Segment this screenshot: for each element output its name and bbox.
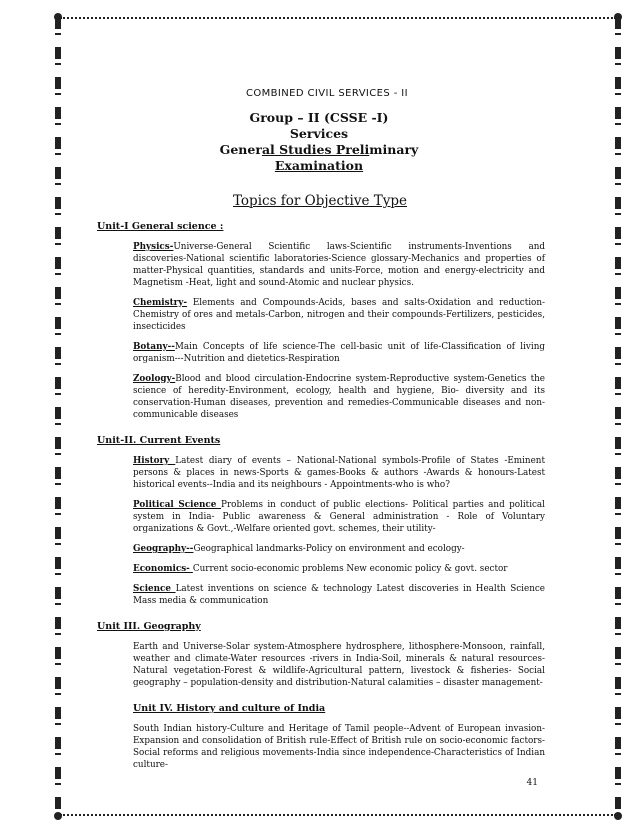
topic-text: Elements and Compounds-Acids, bases and salts-Oxidation and reduction-Chemistry of ores and metals-Carbon, nitrogen and their compounds-Fertilizers, pesticides, insecticides — [133, 298, 545, 332]
topic-paragraph — [133, 583, 545, 607]
header-general-studies — [219, 142, 419, 158]
topic-paragraph — [133, 499, 545, 535]
topic-paragraph — [133, 341, 545, 365]
header-examination — [219, 158, 419, 174]
topic-paragraph — [133, 563, 545, 575]
header-text-underlined: Examination — [274, 158, 364, 173]
page-border-left — [55, 17, 61, 816]
unit-title: Unit IV. History and culture of India — [133, 703, 326, 714]
header-text-underlined: al Studies Preli — [261, 142, 370, 157]
topic-text: Geographical landmarks-Policy on environment and ecology- — [193, 544, 465, 554]
topic-text: Blood and blood circulation-Endocrine system-Reproductive system-Genetics the science of heredity-Environment, ecology, health and hygiene, Bio- diversity and its conservation-Human diseases, prevention and remedies-Communicable diseases and non-communicable diseases — [133, 374, 545, 420]
topic-paragraph — [133, 543, 545, 555]
page-number: 41 — [526, 778, 538, 788]
header-group: Group – II (CSSE -I) Services — [249, 110, 389, 141]
topic-paragraph — [133, 373, 545, 421]
border-corner-dot — [54, 13, 62, 21]
topic-paragraph — [133, 241, 545, 289]
header-exam-name: COMBINED CIVIL SERVICES - II — [245, 88, 408, 99]
unit-title: Unit-II. Current Events — [97, 435, 221, 446]
page-border-top — [60, 17, 616, 19]
topic-text: Current socio-economic problems New economic policy & govt. sector — [192, 564, 508, 574]
topic-label: Chemistry- — [133, 298, 188, 308]
border-corner-dot — [614, 13, 622, 21]
header-text: minary — [369, 142, 419, 157]
topic-text: Latest diary of events – National-National symbols-Profile of States -Eminent persons & places in news-Sports & games-Books & authors -Awards & honours-Latest historical events--India and its neighbours - Appointments-who is who? — [133, 456, 545, 490]
topic-text: Universe-General Scientific laws-Scientific instruments-Inventions and discoveries-National scientific laboratories-Science glossary-Mechanics and properties of matter-Physical quantities, standards and units-Force, motion and energy-electricity and Magnetism -Heat, light and sound-Atomic and nuclear physics. — [133, 242, 545, 288]
topic-paragraph — [133, 455, 545, 491]
topic-label: Zoology- — [133, 374, 176, 384]
topic-paragraph — [133, 723, 545, 771]
page-border-bottom — [60, 814, 616, 816]
topic-text: Earth and Universe-Solar system-Atmosphere hydrosphere, lithosphere-Monsoon, rainfall, weather and climate-Water resources -rivers in India-Soil, minerals & natural resources-Natural vegetation-Forest & wildlife-Agricultural pattern, livestock & fisheries- Social geography – population-density and distribution-Natural calamities – disaster management- — [133, 642, 545, 688]
border-corner-dot — [614, 812, 622, 820]
topic-label: Economics- — [133, 564, 193, 574]
topic-label: Political Science — [133, 500, 222, 510]
header-text: Gener — [219, 142, 262, 157]
document-content — [97, 88, 545, 771]
unit-title: Unit-I General science : — [97, 221, 224, 232]
topic-text: Main Concepts of life science-The cell-basic unit of life-Classification of living organism---Nutrition and dietetics-Respiration — [133, 342, 545, 364]
topic-paragraph — [133, 297, 545, 333]
topic-label: Science — [133, 584, 176, 594]
unit-title: Unit III. Geography — [97, 621, 201, 632]
topic-text: South Indian history-Culture and Heritage of Tamil people--Advent of European invasion-Expansion and consolidation of British rule-Effect of British rule on socio-economic factors-Social reforms and religious movements-India since independence-Characteristics of Indian culture- — [133, 724, 545, 770]
topic-text: Latest inventions on science & technology Latest discoveries in Health Science Mass media & communication — [133, 584, 545, 606]
topic-label: Geography-- — [133, 544, 194, 554]
units-container — [97, 221, 545, 771]
page-border-right — [615, 17, 621, 816]
topic-paragraph — [133, 641, 545, 689]
topic-label: Botany-- — [133, 342, 175, 352]
border-corner-dot — [54, 812, 62, 820]
topic-label: Physics- — [133, 242, 174, 252]
topics-heading: Topics for Objective Type — [232, 193, 408, 209]
topic-text: Problems in conduct of public elections- Political parties and political system in India- Public awareness & General administration - Role of Voluntary organizations & Govt.,-Welfare oriented govt. schemes, their utility- — [133, 500, 545, 534]
topic-label: History — [133, 456, 176, 466]
